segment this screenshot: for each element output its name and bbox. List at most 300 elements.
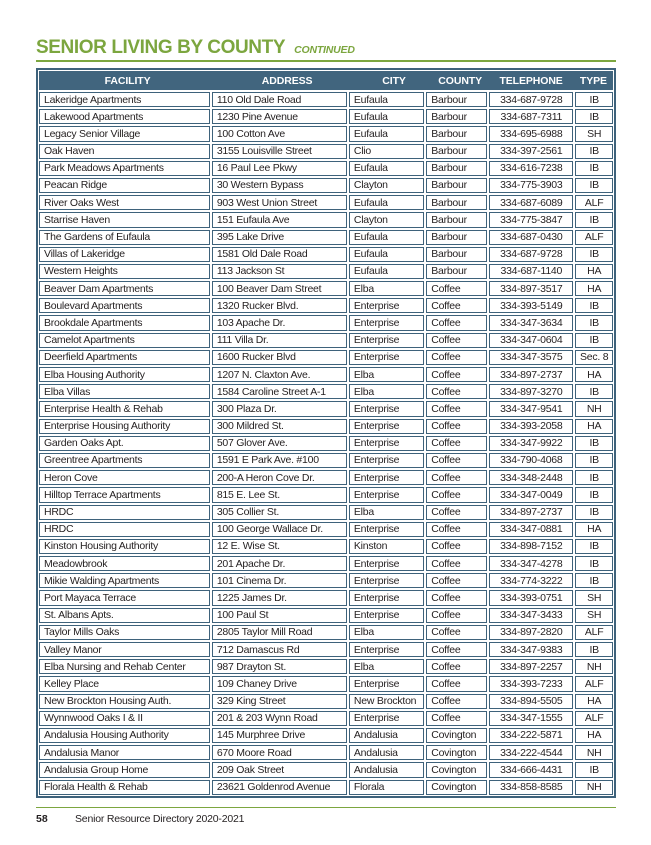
cell-county: Coffee [426, 436, 487, 451]
cell-type: ALF [575, 676, 613, 691]
cell-type: HA [575, 264, 613, 279]
column-header-facility: FACILITY [104, 74, 151, 87]
table-row [39, 247, 613, 262]
cell-telephone: 334-687-6089 [489, 195, 573, 210]
cell-telephone: 334-790-4068 [489, 453, 573, 468]
cell-type: IB [575, 505, 613, 520]
table-row [39, 539, 613, 554]
cell-facility: Camelot Apartments [39, 333, 210, 348]
cell-facility: Andalusia Group Home [39, 762, 210, 777]
cell-county: Coffee [426, 350, 487, 365]
cell-facility: Hilltop Terrace Apartments [39, 487, 210, 502]
cell-county: Barbour [426, 126, 487, 141]
cell-city: Enterprise [349, 401, 424, 416]
cell-type: HA [575, 694, 613, 709]
cell-county: Coffee [426, 453, 487, 468]
cell-city: Enterprise [349, 453, 424, 468]
cell-type: HA [575, 419, 613, 434]
cell-telephone: 334-347-3575 [489, 350, 573, 365]
cell-type: SH [575, 126, 613, 141]
cell-facility: Villas of Lakeridge [39, 247, 210, 262]
cell-telephone: 334-616-7238 [489, 161, 573, 176]
cell-address: 201 Apache Dr. [212, 556, 347, 571]
cell-city: Enterprise [349, 590, 424, 605]
cell-county: Barbour [426, 212, 487, 227]
cell-address: 712 Damascus Rd [212, 642, 347, 657]
cell-telephone: 334-347-9541 [489, 401, 573, 416]
cell-address: 111 Villa Dr. [212, 333, 347, 348]
cell-type: IB [575, 92, 613, 107]
cell-address: 100 Beaver Dam Street [212, 281, 347, 296]
cell-county: Barbour [426, 178, 487, 193]
cell-county: Covington [426, 745, 487, 760]
cell-facility: Enterprise Housing Authority [39, 419, 210, 434]
cell-facility: River Oaks West [39, 195, 210, 210]
cell-facility: Boulevard Apartments [39, 298, 210, 313]
cell-type: SH [575, 590, 613, 605]
table-row [39, 780, 613, 795]
cell-telephone: 334-347-4278 [489, 556, 573, 571]
cell-address: 209 Oak Street [212, 762, 347, 777]
cell-address: 1591 E Park Ave. #100 [212, 453, 347, 468]
cell-type: IB [575, 161, 613, 176]
cell-city: Enterprise [349, 676, 424, 691]
cell-city: Eufaula [349, 161, 424, 176]
cell-facility: Andalusia Housing Authority [39, 728, 210, 743]
cell-city: Enterprise [349, 522, 424, 537]
cell-telephone: 334-897-2820 [489, 625, 573, 640]
cell-city: New Brockton [349, 694, 424, 709]
cell-address: 1320 Rucker Blvd. [212, 298, 347, 313]
cell-facility: Meadowbrook [39, 556, 210, 571]
cell-address: 201 & 203 Wynn Road [212, 711, 347, 726]
cell-type: IB [575, 762, 613, 777]
cell-address: 329 King Street [212, 694, 347, 709]
footer-text: Senior Resource Directory 2020-2021 [75, 813, 245, 826]
cell-facility: Lakeridge Apartments [39, 92, 210, 107]
cell-type: IB [575, 573, 613, 588]
cell-facility: Deerfield Apartments [39, 350, 210, 365]
table-row [39, 350, 613, 365]
cell-city: Enterprise [349, 419, 424, 434]
table-header-row [39, 71, 613, 90]
table-row [39, 230, 613, 245]
cell-county: Barbour [426, 161, 487, 176]
cell-county: Barbour [426, 109, 487, 124]
title-underline [36, 60, 616, 62]
cell-county: Coffee [426, 384, 487, 399]
cell-facility: HRDC [39, 522, 210, 537]
cell-facility: Mikie Walding Apartments [39, 573, 210, 588]
cell-facility: Heron Cove [39, 470, 210, 485]
cell-type: IB [575, 556, 613, 571]
table-row [39, 367, 613, 382]
cell-city: Eufaula [349, 230, 424, 245]
cell-type: SH [575, 608, 613, 623]
cell-telephone: 334-348-2448 [489, 470, 573, 485]
cell-address: 101 Cinema Dr. [212, 573, 347, 588]
footer-rule [36, 807, 616, 809]
cell-address: 103 Apache Dr. [212, 315, 347, 330]
cell-telephone: 334-222-5871 [489, 728, 573, 743]
cell-city: Andalusia [349, 762, 424, 777]
cell-city: Eufaula [349, 109, 424, 124]
cell-address: 507 Glover Ave. [212, 436, 347, 451]
cell-type: IB [575, 315, 613, 330]
table-row [39, 745, 613, 760]
table-row [39, 419, 613, 434]
cell-telephone: 334-666-4431 [489, 762, 573, 777]
cell-address: 1584 Caroline Street A-1 [212, 384, 347, 399]
cell-type: ALF [575, 195, 613, 210]
cell-telephone: 334-687-9728 [489, 92, 573, 107]
cell-county: Covington [426, 762, 487, 777]
cell-telephone: 334-393-7233 [489, 676, 573, 691]
cell-city: Enterprise [349, 487, 424, 502]
cell-county: Coffee [426, 642, 487, 657]
cell-facility: Beaver Dam Apartments [39, 281, 210, 296]
cell-county: Coffee [426, 711, 487, 726]
cell-facility: Valley Manor [39, 642, 210, 657]
cell-county: Coffee [426, 608, 487, 623]
column-header-address: ADDRESS [261, 74, 313, 87]
cell-facility: Florala Health & Rehab [39, 780, 210, 795]
table-row [39, 401, 613, 416]
table-row [39, 659, 613, 674]
cell-county: Coffee [426, 573, 487, 588]
cell-county: Coffee [426, 367, 487, 382]
cell-facility: Kinston Housing Authority [39, 539, 210, 554]
cell-city: Elba [349, 367, 424, 382]
cell-county: Barbour [426, 247, 487, 262]
cell-address: 100 George Wallace Dr. [212, 522, 347, 537]
cell-telephone: 334-347-9922 [489, 436, 573, 451]
table-row [39, 92, 613, 107]
cell-facility: New Brockton Housing Auth. [39, 694, 210, 709]
cell-type: IB [575, 144, 613, 159]
cell-address: 1600 Rucker Blvd [212, 350, 347, 365]
cell-type: IB [575, 247, 613, 262]
cell-address: 300 Mildred St. [212, 419, 347, 434]
table-row [39, 453, 613, 468]
cell-address: 1230 Pine Avenue [212, 109, 347, 124]
table-row [39, 109, 613, 124]
table-row [39, 608, 613, 623]
cell-telephone: 334-897-2737 [489, 367, 573, 382]
cell-address: 1207 N. Claxton Ave. [212, 367, 347, 382]
title-row [36, 38, 616, 58]
table-row [39, 298, 613, 313]
table-body [39, 92, 613, 795]
cell-address: 2805 Taylor Mill Road [212, 625, 347, 640]
cell-type: Sec. 8 [575, 350, 613, 365]
cell-city: Elba [349, 505, 424, 520]
cell-city: Clayton [349, 178, 424, 193]
cell-facility: Lakewood Apartments [39, 109, 210, 124]
cell-county: Coffee [426, 505, 487, 520]
cell-city: Eufaula [349, 247, 424, 262]
cell-address: 1581 Old Dale Road [212, 247, 347, 262]
cell-type: ALF [575, 625, 613, 640]
cell-city: Elba [349, 281, 424, 296]
cell-telephone: 334-897-3517 [489, 281, 573, 296]
cell-address: 12 E. Wise St. [212, 539, 347, 554]
table-row [39, 676, 613, 691]
cell-address: 113 Jackson St [212, 264, 347, 279]
cell-type: IB [575, 109, 613, 124]
page-number: 58 [36, 813, 48, 826]
cell-city: Clayton [349, 212, 424, 227]
cell-address: 903 West Union Street [212, 195, 347, 210]
cell-address: 1225 James Dr. [212, 590, 347, 605]
cell-address: 16 Paul Lee Pkwy [212, 161, 347, 176]
continued-label: CONTINUED [294, 44, 355, 56]
cell-telephone: 334-393-5149 [489, 298, 573, 313]
table-row [39, 126, 613, 141]
cell-city: Elba [349, 384, 424, 399]
cell-address: 300 Plaza Dr. [212, 401, 347, 416]
cell-city: Enterprise [349, 315, 424, 330]
cell-telephone: 334-347-0881 [489, 522, 573, 537]
cell-county: Barbour [426, 92, 487, 107]
cell-address: 110 Old Dale Road [212, 92, 347, 107]
table-row [39, 590, 613, 605]
table-row [39, 573, 613, 588]
table-row [39, 333, 613, 348]
table-row [39, 144, 613, 159]
cell-telephone: 334-222-4544 [489, 745, 573, 760]
cell-address: 3155 Louisville Street [212, 144, 347, 159]
column-header-county: COUNTY [438, 74, 483, 87]
cell-facility: HRDC [39, 505, 210, 520]
cell-type: IB [575, 539, 613, 554]
cell-county: Coffee [426, 590, 487, 605]
cell-city: Elba [349, 659, 424, 674]
cell-address: 30 Western Bypass [212, 178, 347, 193]
page-footer [36, 813, 616, 825]
cell-facility: St. Albans Apts. [39, 608, 210, 623]
cell-telephone: 334-894-5505 [489, 694, 573, 709]
cell-facility: Elba Nursing and Rehab Center [39, 659, 210, 674]
cell-city: Elba [349, 625, 424, 640]
cell-facility: Brookdale Apartments [39, 315, 210, 330]
cell-city: Kinston [349, 539, 424, 554]
table-row [39, 728, 613, 743]
cell-city: Enterprise [349, 573, 424, 588]
cell-telephone: 334-775-3903 [489, 178, 573, 193]
cell-type: NH [575, 780, 613, 795]
cell-city: Eufaula [349, 195, 424, 210]
directory-page [36, 38, 616, 825]
cell-telephone: 334-898-7152 [489, 539, 573, 554]
cell-city: Enterprise [349, 608, 424, 623]
cell-city: Andalusia [349, 728, 424, 743]
table-row [39, 556, 613, 571]
cell-facility: Taylor Mills Oaks [39, 625, 210, 640]
cell-telephone: 334-687-0430 [489, 230, 573, 245]
cell-type: IB [575, 642, 613, 657]
cell-county: Coffee [426, 315, 487, 330]
cell-facility: Oak Haven [39, 144, 210, 159]
cell-type: IB [575, 333, 613, 348]
cell-telephone: 334-347-3634 [489, 315, 573, 330]
cell-telephone: 334-397-2561 [489, 144, 573, 159]
cell-telephone: 334-347-0604 [489, 333, 573, 348]
cell-city: Enterprise [349, 333, 424, 348]
table-row [39, 625, 613, 640]
cell-facility: Elba Housing Authority [39, 367, 210, 382]
cell-telephone: 334-347-9383 [489, 642, 573, 657]
cell-address: 305 Collier St. [212, 505, 347, 520]
cell-telephone: 334-347-1555 [489, 711, 573, 726]
cell-telephone: 334-687-9728 [489, 247, 573, 262]
cell-telephone: 334-695-6988 [489, 126, 573, 141]
table-row [39, 694, 613, 709]
cell-county: Barbour [426, 264, 487, 279]
cell-type: ALF [575, 711, 613, 726]
cell-facility: Park Meadows Apartments [39, 161, 210, 176]
senior-living-table [36, 68, 616, 798]
table-row [39, 212, 613, 227]
cell-telephone: 334-774-3222 [489, 573, 573, 588]
cell-address: 23621 Goldenrod Avenue [212, 780, 347, 795]
cell-address: 815 E. Lee St. [212, 487, 347, 502]
cell-address: 100 Cotton Ave [212, 126, 347, 141]
cell-type: IB [575, 436, 613, 451]
cell-address: 670 Moore Road [212, 745, 347, 760]
cell-type: NH [575, 659, 613, 674]
table-row [39, 281, 613, 296]
cell-county: Coffee [426, 659, 487, 674]
cell-county: Coffee [426, 694, 487, 709]
cell-address: 100 Paul St [212, 608, 347, 623]
table-row [39, 505, 613, 520]
cell-telephone: 334-393-2058 [489, 419, 573, 434]
cell-type: IB [575, 212, 613, 227]
cell-type: HA [575, 367, 613, 382]
cell-telephone: 334-897-2257 [489, 659, 573, 674]
cell-county: Coffee [426, 487, 487, 502]
cell-facility: Garden Oaks Apt. [39, 436, 210, 451]
cell-type: HA [575, 281, 613, 296]
cell-telephone: 334-858-8585 [489, 780, 573, 795]
cell-facility: Legacy Senior Village [39, 126, 210, 141]
cell-city: Enterprise [349, 436, 424, 451]
cell-type: IB [575, 178, 613, 193]
cell-county: Coffee [426, 625, 487, 640]
cell-county: Coffee [426, 333, 487, 348]
cell-city: Enterprise [349, 642, 424, 657]
cell-city: Eufaula [349, 126, 424, 141]
cell-county: Coffee [426, 298, 487, 313]
cell-facility: The Gardens of Eufaula [39, 230, 210, 245]
cell-city: Eufaula [349, 92, 424, 107]
cell-county: Coffee [426, 281, 487, 296]
cell-address: 200-A Heron Cove Dr. [212, 470, 347, 485]
cell-telephone: 334-393-0751 [489, 590, 573, 605]
cell-county: Coffee [426, 470, 487, 485]
cell-city: Enterprise [349, 350, 424, 365]
cell-facility: Starrise Haven [39, 212, 210, 227]
cell-telephone: 334-775-3847 [489, 212, 573, 227]
cell-telephone: 334-687-7311 [489, 109, 573, 124]
cell-city: Andalusia [349, 745, 424, 760]
cell-city: Enterprise [349, 298, 424, 313]
cell-facility: Western Heights [39, 264, 210, 279]
cell-facility: Kelley Place [39, 676, 210, 691]
cell-facility: Wynnwood Oaks I & II [39, 711, 210, 726]
cell-type: IB [575, 453, 613, 468]
cell-address: 151 Eufaula Ave [212, 212, 347, 227]
cell-city: Enterprise [349, 556, 424, 571]
cell-facility: Enterprise Health & Rehab [39, 401, 210, 416]
cell-city: Eufaula [349, 264, 424, 279]
table-row [39, 487, 613, 502]
cell-facility: Peacan Ridge [39, 178, 210, 193]
table-row [39, 470, 613, 485]
cell-telephone: 334-347-3433 [489, 608, 573, 623]
cell-facility: Greentree Apartments [39, 453, 210, 468]
cell-address: 987 Drayton St. [212, 659, 347, 674]
cell-county: Coffee [426, 419, 487, 434]
cell-telephone: 334-347-0049 [489, 487, 573, 502]
cell-type: HA [575, 522, 613, 537]
cell-type: IB [575, 384, 613, 399]
table-row [39, 315, 613, 330]
column-header-type: TYPE [579, 74, 607, 87]
cell-telephone: 334-897-2737 [489, 505, 573, 520]
cell-type: IB [575, 470, 613, 485]
cell-type: NH [575, 745, 613, 760]
cell-city: Enterprise [349, 470, 424, 485]
cell-county: Barbour [426, 144, 487, 159]
cell-city: Enterprise [349, 711, 424, 726]
cell-facility: Andalusia Manor [39, 745, 210, 760]
table-row [39, 436, 613, 451]
table-row [39, 195, 613, 210]
table-row [39, 762, 613, 777]
cell-city: Florala [349, 780, 424, 795]
cell-facility: Port Mayaca Terrace [39, 590, 210, 605]
table-row [39, 642, 613, 657]
cell-county: Coffee [426, 556, 487, 571]
cell-type: ALF [575, 230, 613, 245]
cell-facility: Elba Villas [39, 384, 210, 399]
column-header-telephone: TELEPHONE [499, 74, 563, 87]
cell-type: HA [575, 728, 613, 743]
cell-address: 109 Chaney Drive [212, 676, 347, 691]
table-row [39, 522, 613, 537]
table-row [39, 384, 613, 399]
table-row [39, 161, 613, 176]
cell-county: Coffee [426, 401, 487, 416]
cell-county: Coffee [426, 539, 487, 554]
cell-county: Covington [426, 728, 487, 743]
cell-county: Coffee [426, 522, 487, 537]
cell-county: Covington [426, 780, 487, 795]
cell-type: NH [575, 401, 613, 416]
table-row [39, 264, 613, 279]
column-header-city: CITY [382, 74, 406, 87]
cell-type: IB [575, 487, 613, 502]
cell-type: IB [575, 298, 613, 313]
table-row [39, 711, 613, 726]
cell-address: 145 Murphree Drive [212, 728, 347, 743]
cell-address: 395 Lake Drive [212, 230, 347, 245]
cell-telephone: 334-897-3270 [489, 384, 573, 399]
table-row [39, 178, 613, 193]
page-title: SENIOR LIVING BY COUNTY [36, 37, 286, 58]
